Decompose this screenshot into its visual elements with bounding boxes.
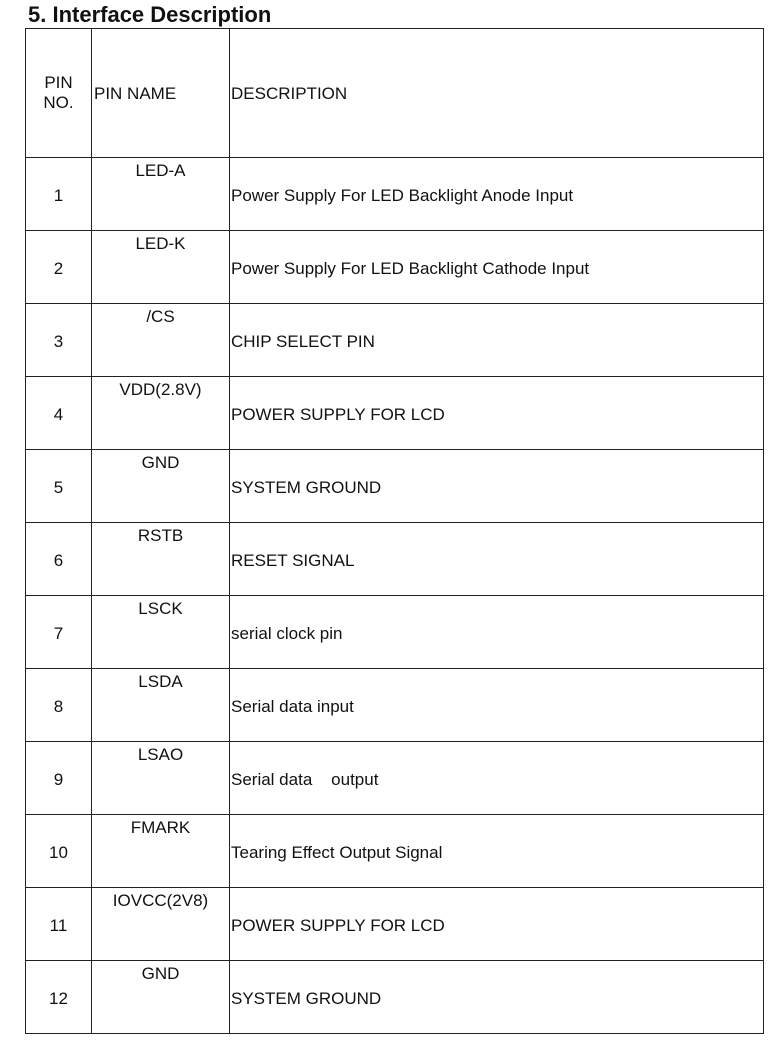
- pin-description: Serial data input: [231, 697, 354, 716]
- header-pin-name-label: PIN NAME: [94, 84, 177, 103]
- pin-number-cell: [26, 523, 92, 596]
- pin-description-cell: [230, 669, 764, 742]
- pin-number-cell: [26, 450, 92, 523]
- table-row: [26, 742, 764, 815]
- header-pin-name: [92, 29, 230, 158]
- pin-number: 8: [53, 697, 64, 716]
- pin-number: 2: [53, 259, 64, 278]
- interface-table: [25, 28, 764, 1034]
- table-row: [26, 158, 764, 231]
- table-row: [26, 596, 764, 669]
- pin-number: 4: [53, 405, 64, 424]
- pin-description: Power Supply For LED Backlight Cathode Input: [231, 259, 590, 278]
- pin-name-cell: [92, 596, 230, 669]
- pin-name-cell: [92, 888, 230, 961]
- pin-number: 11: [49, 916, 68, 935]
- section-title: 5. Interface Description: [28, 2, 272, 27]
- pin-description-cell: [230, 815, 764, 888]
- header-description: [230, 29, 764, 158]
- pin-number-cell: [26, 231, 92, 304]
- pin-name: LED-A: [135, 161, 186, 180]
- pin-name-cell: [92, 815, 230, 888]
- pin-number-cell: [26, 669, 92, 742]
- pin-name: FMARK: [130, 818, 191, 837]
- table-row: [26, 815, 764, 888]
- pin-name: LSAO: [137, 745, 184, 764]
- pin-description-cell: [230, 961, 764, 1034]
- header-pin-no: [26, 29, 92, 158]
- pin-name: LED-K: [135, 234, 186, 253]
- pin-description-cell: [230, 304, 764, 377]
- pin-number-cell: [26, 377, 92, 450]
- table-row: [26, 377, 764, 450]
- pin-name-cell: [92, 523, 230, 596]
- table-row: [26, 450, 764, 523]
- table-row: [26, 669, 764, 742]
- pin-number-cell: [26, 815, 92, 888]
- pin-number-cell: [26, 304, 92, 377]
- table-row: [26, 888, 764, 961]
- pin-description: RESET SIGNAL: [231, 551, 355, 570]
- pin-description-cell: [230, 231, 764, 304]
- pin-number-cell: [26, 961, 92, 1034]
- pin-description-cell: [230, 888, 764, 961]
- pin-name: VDD(2.8V): [119, 380, 202, 399]
- pin-number: 6: [53, 551, 64, 570]
- pin-name: LSDA: [138, 672, 183, 691]
- pin-description: POWER SUPPLY FOR LCD: [231, 916, 445, 935]
- table-row: [26, 231, 764, 304]
- pin-description: SYSTEM GROUND: [231, 478, 382, 497]
- pin-number: 9: [53, 770, 64, 789]
- pin-number: 5: [53, 478, 64, 497]
- pin-name: RSTB: [137, 526, 184, 545]
- pin-description: POWER SUPPLY FOR LCD: [231, 405, 445, 424]
- pin-number: 12: [49, 989, 68, 1008]
- pin-name-cell: [92, 304, 230, 377]
- header-pin-no-line2: NO.: [43, 93, 74, 112]
- pin-name: GND: [141, 453, 180, 472]
- pin-description: Tearing Effect Output Signal: [231, 843, 443, 862]
- pin-number-cell: [26, 596, 92, 669]
- pin-description: SYSTEM GROUND: [231, 989, 382, 1008]
- pin-description: CHIP SELECT PIN: [231, 332, 375, 351]
- table-row: [26, 523, 764, 596]
- pin-name-cell: [92, 158, 230, 231]
- pin-number-cell: [26, 742, 92, 815]
- pin-description-cell: [230, 450, 764, 523]
- pin-description-cell: [230, 523, 764, 596]
- pin-number: 7: [53, 624, 64, 643]
- pin-name-cell: [92, 961, 230, 1034]
- table-header-row: [26, 29, 764, 158]
- pin-name-cell: [92, 669, 230, 742]
- header-description-label: DESCRIPTION: [231, 84, 348, 103]
- pin-name: GND: [141, 964, 180, 983]
- table-row: [26, 304, 764, 377]
- pin-description: Power Supply For LED Backlight Anode Input: [231, 186, 574, 205]
- pin-number: 1: [53, 186, 64, 205]
- pin-name-cell: [92, 377, 230, 450]
- pin-name: LSCK: [138, 599, 183, 618]
- pin-name: IOVCC(2V8): [112, 891, 209, 910]
- pin-number: 3: [53, 332, 64, 351]
- pin-description: Serial data output: [231, 770, 379, 789]
- pin-number-cell: [26, 888, 92, 961]
- pin-name-cell: [92, 450, 230, 523]
- pin-description-cell: [230, 377, 764, 450]
- pin-name: /CS: [146, 307, 175, 326]
- pin-description-cell: [230, 596, 764, 669]
- pin-description-cell: [230, 742, 764, 815]
- header-pin-no-line1: PIN: [44, 73, 73, 92]
- pin-description: serial clock pin: [231, 624, 343, 643]
- pin-number-cell: [26, 158, 92, 231]
- pin-number: 10: [49, 843, 68, 862]
- pin-name-cell: [92, 742, 230, 815]
- pin-description-cell: [230, 158, 764, 231]
- table-row: [26, 961, 764, 1034]
- pin-name-cell: [92, 231, 230, 304]
